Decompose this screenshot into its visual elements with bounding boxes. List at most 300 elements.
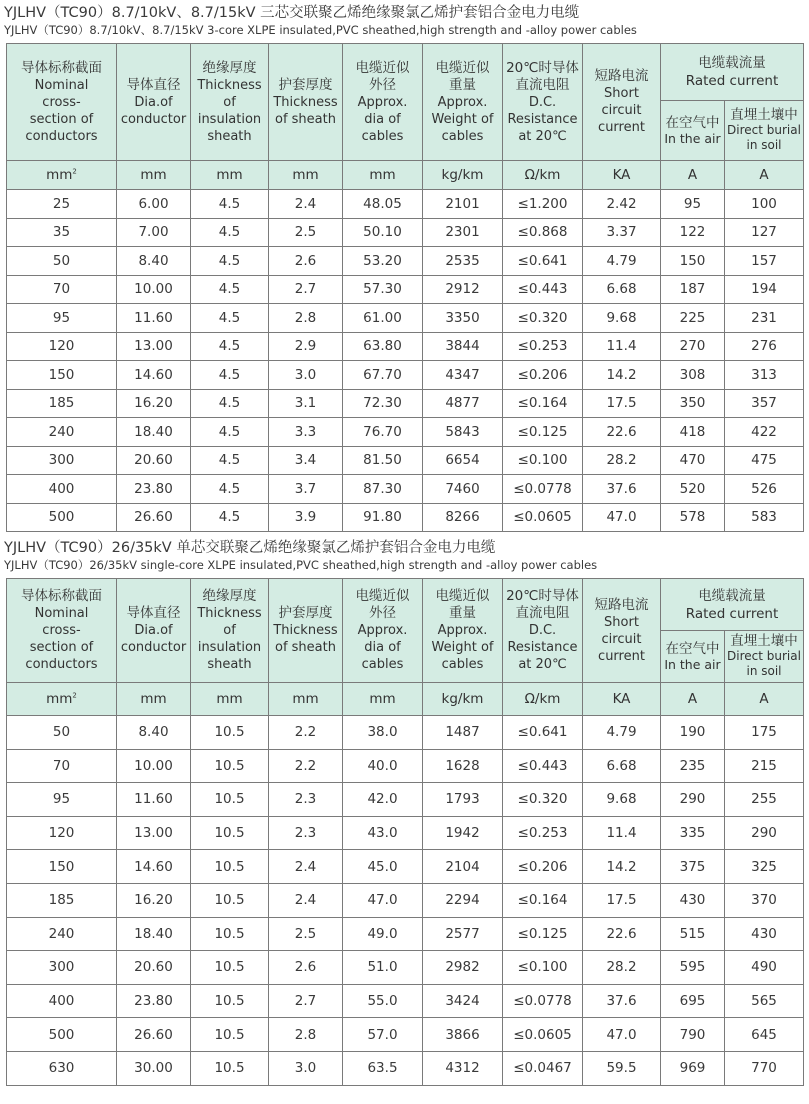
cell-short-circuit: 37.6 [583, 984, 661, 1018]
cell-section: 70 [7, 749, 117, 783]
cell-insulation: 4.5 [191, 389, 269, 418]
cell-weight: 7460 [423, 475, 503, 504]
header-in-air: 在空气中 In the air [661, 101, 725, 161]
cell-soil: 290 [725, 816, 804, 850]
cell-weight: 1628 [423, 749, 503, 783]
cell-dia: 30.00 [117, 1051, 191, 1085]
cell-weight: 3424 [423, 984, 503, 1018]
cell-short-circuit: 11.4 [583, 332, 661, 361]
cell-soil: 645 [725, 1018, 804, 1052]
cell-weight: 2982 [423, 951, 503, 985]
cell-dia: 26.60 [117, 503, 191, 532]
cell-short-circuit: 37.6 [583, 475, 661, 504]
table-row [7, 984, 804, 1018]
cell-soil: 100 [725, 190, 804, 219]
cell-insulation: 4.5 [191, 361, 269, 390]
cell-approx-dia: 51.0 [343, 951, 423, 985]
cell-section: 185 [7, 389, 117, 418]
cell-dia: 10.00 [117, 275, 191, 304]
cell-sheath: 2.6 [269, 247, 343, 276]
cell-insulation: 10.5 [191, 1018, 269, 1052]
cell-air: 350 [661, 389, 725, 418]
header-dia: 导体直径 Dia.of conductor [117, 44, 191, 161]
cell-resistance: ≤1.200 [503, 190, 583, 219]
cell-short-circuit: 6.68 [583, 275, 661, 304]
cell-soil: 255 [725, 783, 804, 817]
cell-air: 122 [661, 218, 725, 247]
cell-soil: 175 [725, 716, 804, 750]
cell-weight: 2535 [423, 247, 503, 276]
cell-insulation: 10.5 [191, 783, 269, 817]
cell-approx-dia: 91.80 [343, 503, 423, 532]
cell-resistance: ≤0.0605 [503, 1018, 583, 1052]
cell-short-circuit: 17.5 [583, 883, 661, 917]
table-row [7, 475, 804, 504]
cell-short-circuit: 2.42 [583, 190, 661, 219]
cell-dia: 8.40 [117, 247, 191, 276]
header-dia: 导体直径 Dia.of conductor [117, 579, 191, 683]
cell-approx-dia: 43.0 [343, 816, 423, 850]
header-direct-burial: 直埋土壤中 Direct burial in soil [725, 101, 804, 161]
cell-sheath: 2.4 [269, 883, 343, 917]
cell-section: 400 [7, 475, 117, 504]
cell-dia: 7.00 [117, 218, 191, 247]
units-row [7, 683, 804, 716]
cell-approx-dia: 63.80 [343, 332, 423, 361]
header-resistance: 20℃时导体 直流电阻 D.C. Resistance at 20℃ [503, 44, 583, 161]
table-row [7, 1051, 804, 1085]
table-row [7, 332, 804, 361]
cell-sheath: 3.0 [269, 1051, 343, 1085]
unit-conductor: $mm^2$ [7, 683, 117, 716]
cell-section: 95 [7, 304, 117, 333]
cell-section: 630 [7, 1051, 117, 1085]
unit-soil: A [725, 683, 804, 716]
header-conductor: 导体标称截面 Nominal cross- section of conductors [7, 579, 117, 683]
cell-short-circuit: 22.6 [583, 917, 661, 951]
cell-sheath: 3.0 [269, 361, 343, 390]
header-short-circuit: 短路电流 Short circuit current [583, 579, 661, 683]
cell-approx-dia: 87.30 [343, 475, 423, 504]
cell-resistance: ≤0.253 [503, 332, 583, 361]
cell-short-circuit: 47.0 [583, 503, 661, 532]
cell-short-circuit: 22.6 [583, 418, 661, 447]
unit-short: KA [583, 683, 661, 716]
cell-insulation: 10.5 [191, 850, 269, 884]
cell-sheath: 3.3 [269, 418, 343, 447]
cell-dia: 18.40 [117, 418, 191, 447]
unit-insulation: mm [191, 161, 269, 190]
section-title-en: YJLHV（TC90）8.7/10kV、8.7/15kV 3-core XLPE insulated,PVC sheathed,high strength and -alloy power cables [4, 23, 637, 37]
cell-air: 790 [661, 1018, 725, 1052]
cell-short-circuit: 4.79 [583, 247, 661, 276]
cell-air: 235 [661, 749, 725, 783]
cell-section: 185 [7, 883, 117, 917]
cell-sheath: 2.3 [269, 816, 343, 850]
cell-section: 240 [7, 917, 117, 951]
cell-approx-dia: 40.0 [343, 749, 423, 783]
cell-resistance: ≤0.100 [503, 951, 583, 985]
cell-approx-dia: 38.0 [343, 716, 423, 750]
cell-dia: 13.00 [117, 816, 191, 850]
cell-air: 308 [661, 361, 725, 390]
cell-approx-dia: 49.0 [343, 917, 423, 951]
unit-conductor: $mm^2$ [7, 161, 117, 190]
cell-approx-dia: 81.50 [343, 446, 423, 475]
cell-dia: 6.00 [117, 190, 191, 219]
table-row [7, 716, 804, 750]
header-sheath: 护套厚度 Thickness of sheath [269, 579, 343, 683]
spec-table-3core [6, 43, 804, 532]
cell-soil: 127 [725, 218, 804, 247]
cell-insulation: 4.5 [191, 332, 269, 361]
header-direct-burial: 直埋土壤中 Direct burial in soil [725, 631, 804, 683]
cell-sheath: 2.7 [269, 984, 343, 1018]
cell-air: 375 [661, 850, 725, 884]
cell-dia: 20.60 [117, 951, 191, 985]
cell-weight: 4347 [423, 361, 503, 390]
cell-insulation: 10.5 [191, 1051, 269, 1085]
unit-sheath: mm [269, 161, 343, 190]
cell-approx-dia: 45.0 [343, 850, 423, 884]
cell-insulation: 10.5 [191, 984, 269, 1018]
cell-resistance: ≤0.125 [503, 917, 583, 951]
cell-approx-dia: 67.70 [343, 361, 423, 390]
table-row [7, 418, 804, 447]
cell-section: 120 [7, 816, 117, 850]
cell-resistance: ≤0.100 [503, 446, 583, 475]
cell-weight: 3350 [423, 304, 503, 333]
cell-soil: 194 [725, 275, 804, 304]
cell-air: 270 [661, 332, 725, 361]
cell-soil: 370 [725, 883, 804, 917]
unit-approx-dia: mm [343, 683, 423, 716]
cell-air: 969 [661, 1051, 725, 1085]
cell-resistance: ≤0.0778 [503, 984, 583, 1018]
header-insulation: 绝缘厚度 Thickness of insulation sheath [191, 579, 269, 683]
cell-air: 335 [661, 816, 725, 850]
header-weight: 电缆近似 重量 Approx. Weight of cables [423, 579, 503, 683]
cell-short-circuit: 9.68 [583, 304, 661, 333]
cell-resistance: ≤0.164 [503, 883, 583, 917]
cell-dia: 14.60 [117, 850, 191, 884]
cell-sheath: 2.8 [269, 304, 343, 333]
cell-air: 290 [661, 783, 725, 817]
section-title-zh: YJLHV（TC90）26/35kV 单芯交联聚乙烯绝缘聚氯乙烯护套铝合金电力电缆 [4, 540, 496, 556]
cell-section: 50 [7, 716, 117, 750]
cell-approx-dia: 72.30 [343, 389, 423, 418]
cell-weight: 2101 [423, 190, 503, 219]
cell-insulation: 4.5 [191, 304, 269, 333]
cell-air: 578 [661, 503, 725, 532]
cell-approx-dia: 47.0 [343, 883, 423, 917]
cell-weight: 3866 [423, 1018, 503, 1052]
table-row [7, 218, 804, 247]
cell-short-circuit: 14.2 [583, 850, 661, 884]
cell-dia: 13.00 [117, 332, 191, 361]
header-short-circuit: 短路电流 Short circuit current [583, 44, 661, 161]
cell-sheath: 2.2 [269, 749, 343, 783]
cell-insulation: 10.5 [191, 883, 269, 917]
cell-weight: 3844 [423, 332, 503, 361]
table-row [7, 749, 804, 783]
cell-approx-dia: 55.0 [343, 984, 423, 1018]
cell-air: 187 [661, 275, 725, 304]
header-sheath: 护套厚度 Thickness of sheath [269, 44, 343, 161]
cell-insulation: 4.5 [191, 247, 269, 276]
units-row [7, 161, 804, 190]
cell-weight: 2577 [423, 917, 503, 951]
cell-soil: 157 [725, 247, 804, 276]
cell-resistance: ≤0.253 [503, 816, 583, 850]
cell-section: 150 [7, 361, 117, 390]
cell-air: 225 [661, 304, 725, 333]
cell-air: 150 [661, 247, 725, 276]
cell-weight: 2912 [423, 275, 503, 304]
unit-dia: mm [117, 683, 191, 716]
unit-resistance: Ω/km [503, 683, 583, 716]
cell-resistance: ≤0.206 [503, 361, 583, 390]
cell-section: 300 [7, 951, 117, 985]
cell-soil: 526 [725, 475, 804, 504]
cell-weight: 2104 [423, 850, 503, 884]
cell-approx-dia: 57.30 [343, 275, 423, 304]
cell-dia: 23.80 [117, 475, 191, 504]
cell-insulation: 10.5 [191, 917, 269, 951]
cell-section: 400 [7, 984, 117, 1018]
cell-weight: 1942 [423, 816, 503, 850]
cell-dia: 16.20 [117, 883, 191, 917]
cell-dia: 20.60 [117, 446, 191, 475]
cell-resistance: ≤0.443 [503, 275, 583, 304]
header-conductor: 导体标称截面 Nominal cross- section of conductors [7, 44, 117, 161]
cell-soil: 430 [725, 917, 804, 951]
header-in-air: 在空气中 In the air [661, 631, 725, 683]
cell-weight: 5843 [423, 418, 503, 447]
header-resistance: 20℃时导体 直流电阻 D.C. Resistance at 20℃ [503, 579, 583, 683]
cell-dia: 11.60 [117, 783, 191, 817]
cell-insulation: 10.5 [191, 816, 269, 850]
cell-section: 50 [7, 247, 117, 276]
cell-soil: 583 [725, 503, 804, 532]
cell-soil: 490 [725, 951, 804, 985]
cell-dia: 18.40 [117, 917, 191, 951]
cell-air: 515 [661, 917, 725, 951]
cell-sheath: 2.4 [269, 850, 343, 884]
unit-weight: kg/km [423, 161, 503, 190]
cell-resistance: ≤0.0605 [503, 503, 583, 532]
cell-insulation: 4.5 [191, 218, 269, 247]
cell-sheath: 2.4 [269, 190, 343, 219]
cell-section: 500 [7, 1018, 117, 1052]
table-row [7, 783, 804, 817]
cell-sheath: 2.3 [269, 783, 343, 817]
cell-short-circuit: 47.0 [583, 1018, 661, 1052]
cell-dia: 10.00 [117, 749, 191, 783]
cell-air: 520 [661, 475, 725, 504]
unit-weight: kg/km [423, 683, 503, 716]
cell-soil: 231 [725, 304, 804, 333]
cell-approx-dia: 63.5 [343, 1051, 423, 1085]
cell-dia: 11.60 [117, 304, 191, 333]
cell-section: 120 [7, 332, 117, 361]
table-row [7, 1018, 804, 1052]
cell-dia: 16.20 [117, 389, 191, 418]
cell-short-circuit: 28.2 [583, 951, 661, 985]
cell-weight: 6654 [423, 446, 503, 475]
cell-soil: 313 [725, 361, 804, 390]
cell-insulation: 10.5 [191, 716, 269, 750]
cell-insulation: 4.5 [191, 446, 269, 475]
table-row [7, 275, 804, 304]
cell-weight: 4877 [423, 389, 503, 418]
table-row [7, 389, 804, 418]
cell-air: 190 [661, 716, 725, 750]
unit-resistance: Ω/km [503, 161, 583, 190]
cell-weight: 1793 [423, 783, 503, 817]
cell-section: 240 [7, 418, 117, 447]
cell-air: 95 [661, 190, 725, 219]
table-row [7, 850, 804, 884]
cell-soil: 325 [725, 850, 804, 884]
cell-resistance: ≤0.0467 [503, 1051, 583, 1085]
cell-short-circuit: 6.68 [583, 749, 661, 783]
cell-resistance: ≤0.868 [503, 218, 583, 247]
section-title-en: YJLHV（TC90）26/35kV single-core XLPE insulated,PVC sheathed,high strength and -alloy power cables [4, 558, 598, 572]
cell-soil: 215 [725, 749, 804, 783]
cell-insulation: 4.5 [191, 475, 269, 504]
cell-weight: 8266 [423, 503, 503, 532]
cell-resistance: ≤0.320 [503, 304, 583, 333]
cell-air: 430 [661, 883, 725, 917]
header-approx-dia: 电缆近似 外径 Approx. dia of cables [343, 579, 423, 683]
cell-section: 95 [7, 783, 117, 817]
cell-short-circuit: 3.37 [583, 218, 661, 247]
table-row [7, 190, 804, 219]
cell-approx-dia: 48.05 [343, 190, 423, 219]
header-insulation: 绝缘厚度 Thickness of insulation sheath [191, 44, 269, 161]
cell-section: 150 [7, 850, 117, 884]
cell-resistance: ≤0.641 [503, 716, 583, 750]
cell-air: 695 [661, 984, 725, 1018]
cell-approx-dia: 57.0 [343, 1018, 423, 1052]
unit-sheath: mm [269, 683, 343, 716]
cell-sheath: 2.2 [269, 716, 343, 750]
cell-resistance: ≤0.0778 [503, 475, 583, 504]
cell-air: 595 [661, 951, 725, 985]
cell-short-circuit: 17.5 [583, 389, 661, 418]
cell-dia: 8.40 [117, 716, 191, 750]
cell-section: 300 [7, 446, 117, 475]
cell-sheath: 3.1 [269, 389, 343, 418]
cell-air: 470 [661, 446, 725, 475]
unit-approx-dia: mm [343, 161, 423, 190]
table-row [7, 304, 804, 333]
cell-section: 500 [7, 503, 117, 532]
cell-dia: 23.80 [117, 984, 191, 1018]
table-row [7, 503, 804, 532]
cell-sheath: 3.4 [269, 446, 343, 475]
cell-soil: 357 [725, 389, 804, 418]
cell-soil: 276 [725, 332, 804, 361]
cell-dia: 26.60 [117, 1018, 191, 1052]
table-row [7, 446, 804, 475]
table-row [7, 883, 804, 917]
cell-sheath: 3.9 [269, 503, 343, 532]
cell-weight: 4312 [423, 1051, 503, 1085]
header-approx-dia: 电缆近似 外径 Approx. dia of cables [343, 44, 423, 161]
cell-weight: 2301 [423, 218, 503, 247]
cell-insulation: 4.5 [191, 503, 269, 532]
cell-insulation: 10.5 [191, 951, 269, 985]
cell-short-circuit: 59.5 [583, 1051, 661, 1085]
unit-insulation: mm [191, 683, 269, 716]
cell-approx-dia: 61.00 [343, 304, 423, 333]
cell-short-circuit: 9.68 [583, 783, 661, 817]
cell-resistance: ≤0.164 [503, 389, 583, 418]
cell-approx-dia: 76.70 [343, 418, 423, 447]
spec-table-single-core [6, 578, 804, 1086]
cell-section: 70 [7, 275, 117, 304]
cell-weight: 2294 [423, 883, 503, 917]
cell-resistance: ≤0.641 [503, 247, 583, 276]
unit-air: A [661, 683, 725, 716]
table-row [7, 917, 804, 951]
cell-air: 418 [661, 418, 725, 447]
header-rated-current: 电缆载流量 Rated current [661, 579, 804, 631]
cell-approx-dia: 50.10 [343, 218, 423, 247]
cell-sheath: 2.9 [269, 332, 343, 361]
unit-dia: mm [117, 161, 191, 190]
cell-sheath: 2.6 [269, 951, 343, 985]
cell-insulation: 4.5 [191, 190, 269, 219]
cell-resistance: ≤0.443 [503, 749, 583, 783]
cell-approx-dia: 53.20 [343, 247, 423, 276]
cell-insulation: 4.5 [191, 418, 269, 447]
cell-weight: 1487 [423, 716, 503, 750]
cell-sheath: 2.5 [269, 218, 343, 247]
cell-dia: 14.60 [117, 361, 191, 390]
cell-section: 35 [7, 218, 117, 247]
cell-sheath: 2.8 [269, 1018, 343, 1052]
cell-short-circuit: 14.2 [583, 361, 661, 390]
table-row [7, 247, 804, 276]
unit-soil: A [725, 161, 804, 190]
cell-section: 25 [7, 190, 117, 219]
cell-insulation: 10.5 [191, 749, 269, 783]
unit-air: A [661, 161, 725, 190]
cell-sheath: 2.7 [269, 275, 343, 304]
cell-resistance: ≤0.125 [503, 418, 583, 447]
table-row [7, 361, 804, 390]
table-row [7, 816, 804, 850]
cell-soil: 475 [725, 446, 804, 475]
cell-soil: 565 [725, 984, 804, 1018]
cell-sheath: 3.7 [269, 475, 343, 504]
cell-sheath: 2.5 [269, 917, 343, 951]
cell-approx-dia: 42.0 [343, 783, 423, 817]
cell-short-circuit: 4.79 [583, 716, 661, 750]
header-weight: 电缆近似 重量 Approx. Weight of cables [423, 44, 503, 161]
cell-insulation: 4.5 [191, 275, 269, 304]
cell-soil: 770 [725, 1051, 804, 1085]
header-rated-current: 电缆载流量 Rated current [661, 44, 804, 101]
cell-short-circuit: 28.2 [583, 446, 661, 475]
cell-resistance: ≤0.206 [503, 850, 583, 884]
cell-short-circuit: 11.4 [583, 816, 661, 850]
cell-soil: 422 [725, 418, 804, 447]
cell-resistance: ≤0.320 [503, 783, 583, 817]
